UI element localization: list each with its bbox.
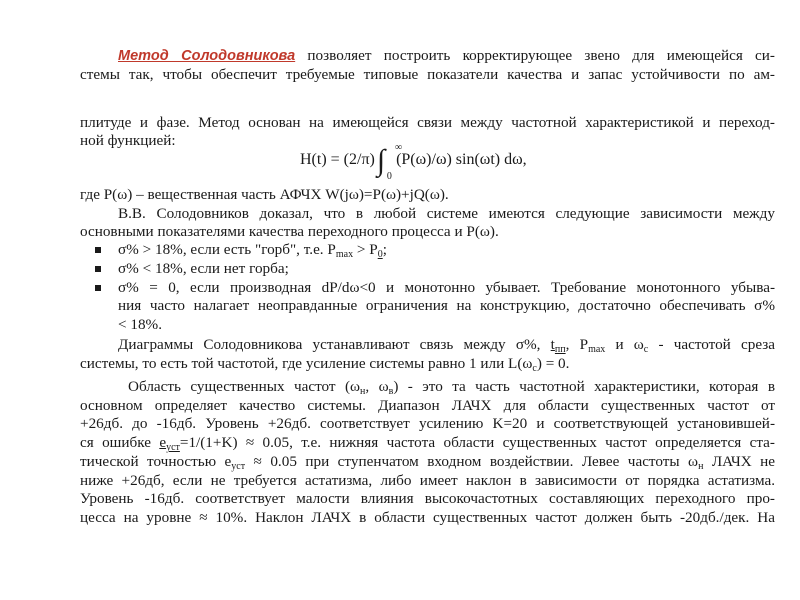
where-line: где P(ω) – вещественная часть АФЧХ W(jω)=P(ω)+jQ(ω). <box>80 186 449 203</box>
bullet-marker-2 <box>95 266 101 272</box>
formula-rhs: (P(ω)/ω) sin(ωt) dω, <box>396 151 527 168</box>
para4-line1: Область существенных частот ($\omega_н$, $\omega_в$) - это та часть частотной характеристики, которая в <box>128 378 775 397</box>
para4-line6: ниже +26дб, если не требуется астатизма, либо имеет наклон в зависимости от порядка астатизма. <box>80 472 775 489</box>
para4-line8: цесса на уровне ≈ 10%. Наклон ЛАЧХ в области существенных частот должен быть -20дб./дек. На <box>80 509 775 526</box>
integral-sign: ∫ ∞ 0 <box>377 149 385 173</box>
para1-line3: плитуде и фазе. Метод основан на имеющейся связи между частотной характеристикой и переход- <box>80 114 775 131</box>
para1-line2: стемы так, чтобы обеспечит требуемые типовые показатели качества и запас устойчивости по ам- <box>80 66 775 83</box>
bullet-item-3-line3: < 18%. <box>118 316 162 333</box>
para2-line2: основными показателями качества переходного процесса и P(ω). <box>80 223 499 240</box>
para4-line5: тической точностью $e_{уст} \approx 0.05$ при ступенчатом входном воздействии. Левее частоты $\omega_н$ ЛАЧХ не <box>80 453 776 472</box>
para4-line7: Уровень -16дб. соответствует малости влияния высокочастотных составляющих переходного про- <box>80 490 775 507</box>
para2-line1: В.В. Солодовников доказал, что в любой системе имеются следующие зависимости между <box>118 205 775 222</box>
para4-line2: основном определяет качество системы. Диапазон ЛАЧХ для области существенных частот от <box>80 397 775 414</box>
bullet-marker-1 <box>95 247 101 253</box>
solodovnikov-formula <box>300 142 527 182</box>
para3-line1: Диаграммы Солодовникова устанавливают связь между σ%, $t_{пп}$, $P_{max}$ и $\omega_с$ - частотой среза <box>118 336 776 355</box>
para4-line4: ся ошибке $e_{уст}=1/(1+K) \approx 0.05$, т.е. нижняя частота области существенных частот определяется ста- <box>80 434 775 453</box>
para4-line3: +26дб. до -16дб. Уровень +26дб. соответствует усилению K=20 и соответствующей установившей- <box>80 415 775 432</box>
formula-lhs: H(t) = (2/π) <box>300 151 375 168</box>
para1-line1: Метод Солодовникова позволяет построить корректирующее звено для имеющейся си- <box>118 47 775 64</box>
para3-line2: системы, то есть той частотой, где усиление системы равно 1 или $L(\omega_с) = 0$. <box>80 355 570 374</box>
bullet-marker-3 <box>95 285 101 291</box>
bullet-item-3-line2: ния часто налагает неоправданные ограничения на конструкцию, достаточно обеспечивать σ% <box>118 297 775 314</box>
bullet-item-3-line1: σ% = 0, если производная dP/dω<0 и монотонно убывает. Требование монотонного убыва- <box>118 279 775 296</box>
para1-line4: ной функцией: <box>80 132 176 149</box>
bullet-item-1: σ% > 18%, если есть "горб", т.е. $P_{max} > P_0$; <box>118 241 387 260</box>
bullet-item-2: σ% < 18%, если нет горба; <box>118 260 289 277</box>
method-term: Метод Солодовникова <box>118 48 296 64</box>
integral-lower-limit: 0 <box>386 171 392 182</box>
integral-upper-limit: ∞ <box>394 142 402 153</box>
